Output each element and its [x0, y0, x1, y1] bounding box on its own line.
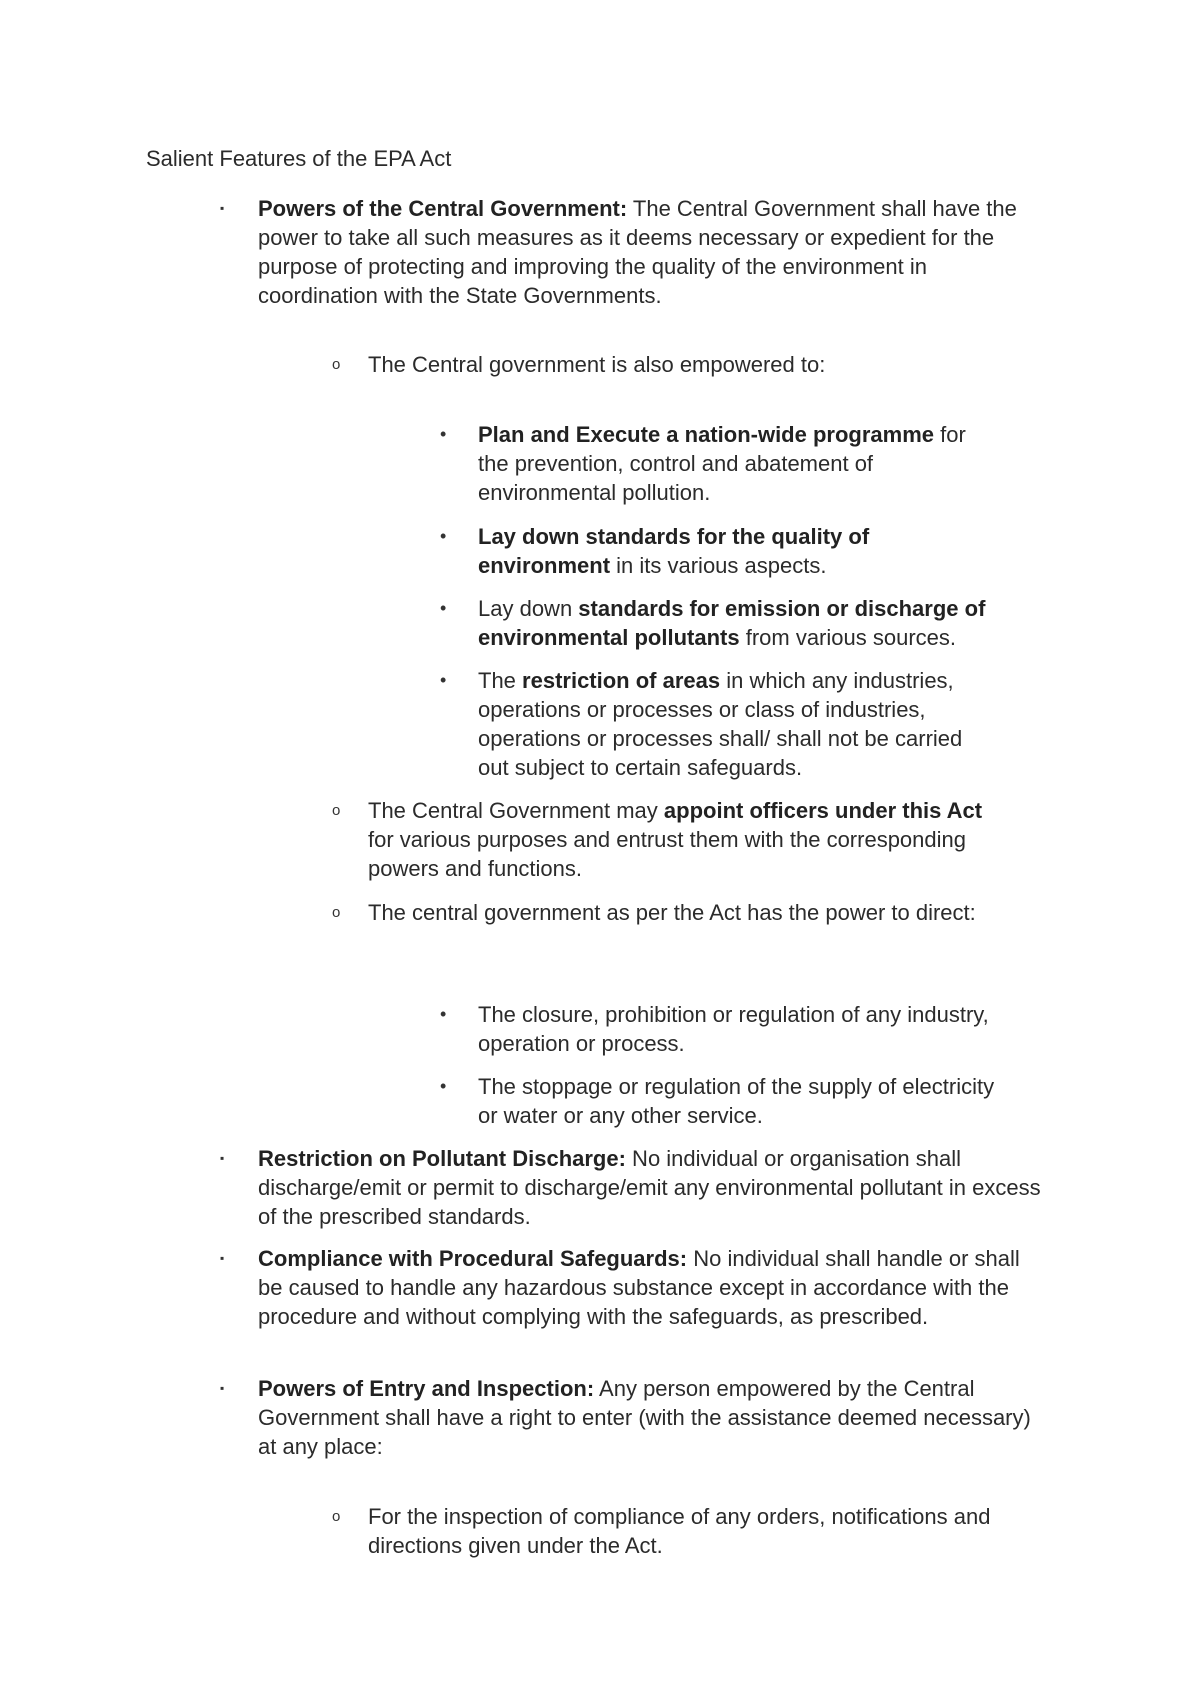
square-bullet-icon: ▪: [220, 201, 225, 215]
square-bullet-icon: ▪: [220, 1251, 225, 1265]
list-item: o The central government as per the Act has the power to direct:: [332, 900, 976, 925]
dot-bullet-icon: •: [440, 424, 447, 444]
dot-bullet-icon: •: [440, 526, 447, 546]
page-title: Salient Features of the EPA Act: [146, 146, 452, 171]
dot-bullet-icon: •: [440, 598, 447, 618]
circle-bullet-icon: o: [332, 356, 341, 373]
circle-bullet-icon: o: [332, 904, 341, 921]
list-item: o For the inspection of compliance of any orders, notifications and directions given under the Act.: [332, 1504, 991, 1558]
circle-bullet-icon: o: [332, 1508, 341, 1525]
list-item: o The Central Government may appoint officers under this Act for various purposes and entrust them with the corresponding powers and functions.: [332, 798, 983, 881]
square-bullet-icon: ▪: [220, 1381, 225, 1395]
list-item: • The restriction of areas in which any industries, operations or processes or class of industries, operations or processes shall/ shall not be carried out subject to certain safeguards.: [440, 668, 963, 780]
square-bullet-icon: ▪: [220, 1151, 225, 1165]
dot-bullet-icon: •: [440, 1004, 447, 1024]
list-item: • Plan and Execute a nation-wide programme for the prevention, control and abatement of environmental pollution.: [440, 422, 966, 505]
list-item: ▪ Compliance with Procedural Safeguards: No individual shall handle or shall be caused to handle any hazardous substance except in accordance with the procedure and without complying with the safeguards, as prescribed.: [220, 1246, 1020, 1329]
list-item: • The closure, prohibition or regulation of any industry, operation or process.: [440, 1002, 989, 1056]
dot-bullet-icon: •: [440, 670, 447, 690]
dot-bullet-icon: •: [440, 1076, 447, 1096]
list-item: o The Central government is also empowered to:: [332, 352, 826, 377]
list-item: • Lay down standards for the quality of environment in its various aspects.: [440, 524, 870, 578]
list-item: ▪ Powers of the Central Government: The Central Government shall have the power to take all such measures as it deems necessary or expedient for the purpose of protecting and improving the quality of the environment in coordination with the State Governments.: [220, 196, 1017, 308]
list-item: ▪ Restriction on Pollutant Discharge: No individual or organisation shall discharge/emit or permit to discharge/emit any environmental pollutant in excess of the prescribed standards.: [220, 1146, 1041, 1229]
list-item: ▪ Powers of Entry and Inspection: Any person empowered by the Central Government shall have a right to enter (with the assistance deemed necessary) at any place:: [220, 1376, 1031, 1459]
list-item: • Lay down standards for emission or discharge of environmental pollutants from various sources.: [440, 596, 986, 650]
circle-bullet-icon: o: [332, 802, 341, 819]
list-item: • The stoppage or regulation of the supply of electricity or water or any other service.: [440, 1074, 995, 1128]
